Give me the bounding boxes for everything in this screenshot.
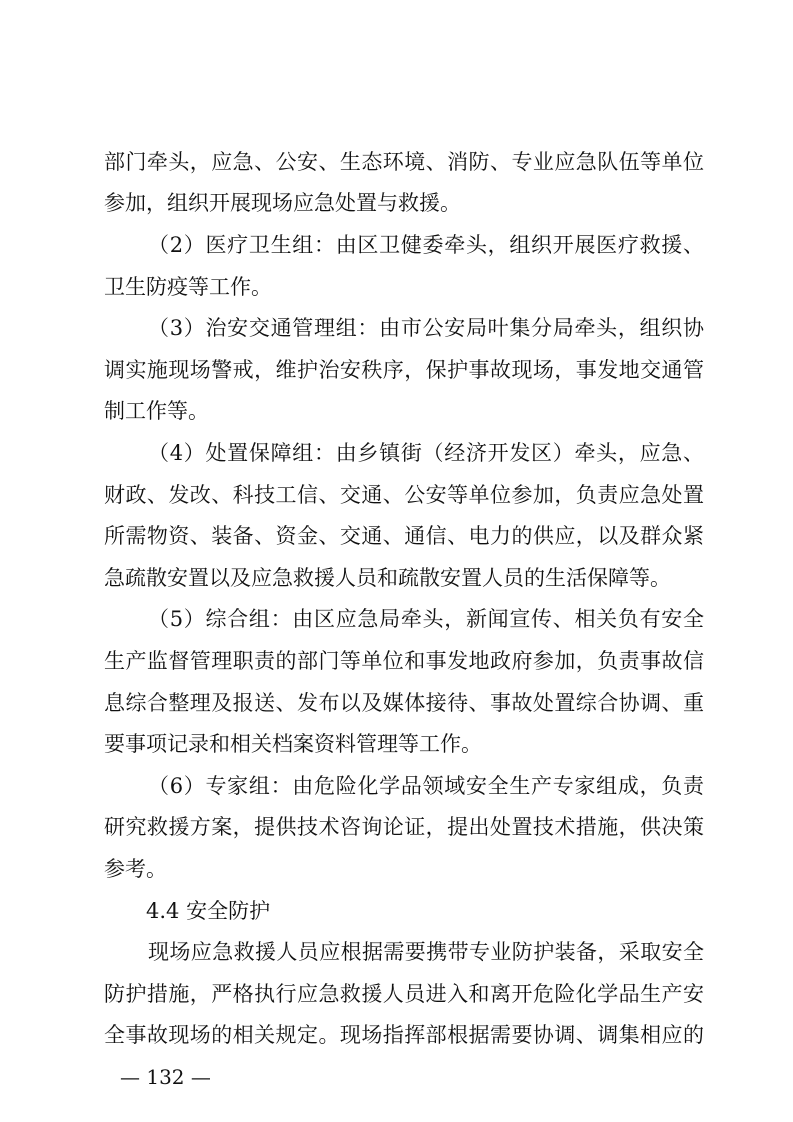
section-heading: 4.4 安全防护 (146, 899, 271, 923)
body-line: 财政、发改、科技工信、交通、公安等单位参加，负责应急处置 (104, 483, 704, 507)
body-line: （2）医疗卫生组：由区卫健委牵头，组织开展医疗救援、 (148, 233, 704, 257)
body-line: 制工作等。 (104, 399, 209, 423)
body-line: 生产监督管理职责的部门等单位和事发地政府参加，负责事故信 (104, 649, 704, 673)
body-line: 参考。 (104, 857, 167, 881)
body-line: 研究救援方案，提供技术咨询论证，提出处置技术措施，供决策 (104, 815, 704, 839)
body-line: （5）综合组：由区应急局牵头，新闻宣传、相关负有安全 (148, 607, 704, 631)
body-line: （3）治安交通管理组：由市公安局叶集分局牵头，组织协 (148, 316, 704, 340)
body-line: 要事项记录和相关档案资料管理等工作。 (104, 732, 482, 756)
body-line: 息综合整理及报送、发布以及媒体接待、事故处置综合协调、重 (104, 691, 704, 715)
body-line: （4）处置保障组：由乡镇街（经济开发区）牵头，应急、 (148, 441, 704, 465)
body-line: 全事故现场的相关规定。现场指挥部根据需要协调、调集相应的 (104, 1023, 704, 1047)
body-line: 部门牵头，应急、公安、生态环境、消防、专业应急队伍等单位 (104, 150, 704, 174)
body-line: 调实施现场警戒，维护治安秩序，保护事故现场，事发地交通管 (104, 358, 704, 382)
body-line: （6）专家组：由危险化学品领域安全生产专家组成，负责 (148, 774, 704, 798)
body-line: 卫生防疫等工作。 (104, 275, 272, 299)
body-line: 急疏散安置以及应急救援人员和疏散安置人员的生活保障等。 (104, 566, 671, 590)
page-number: — 132 — (120, 1065, 211, 1089)
body-line: 参加，组织开展现场应急处置与救援。 (104, 191, 461, 215)
body-line: 防护措施，严格执行应急救援人员进入和离开危险化学品生产安 (104, 982, 704, 1006)
body-line: 现场应急救援人员应根据需要携带专业防护装备，采取安全 (148, 940, 704, 964)
body-line: 所需物资、装备、资金、交通、通信、电力的供应，以及群众紧 (104, 524, 704, 548)
